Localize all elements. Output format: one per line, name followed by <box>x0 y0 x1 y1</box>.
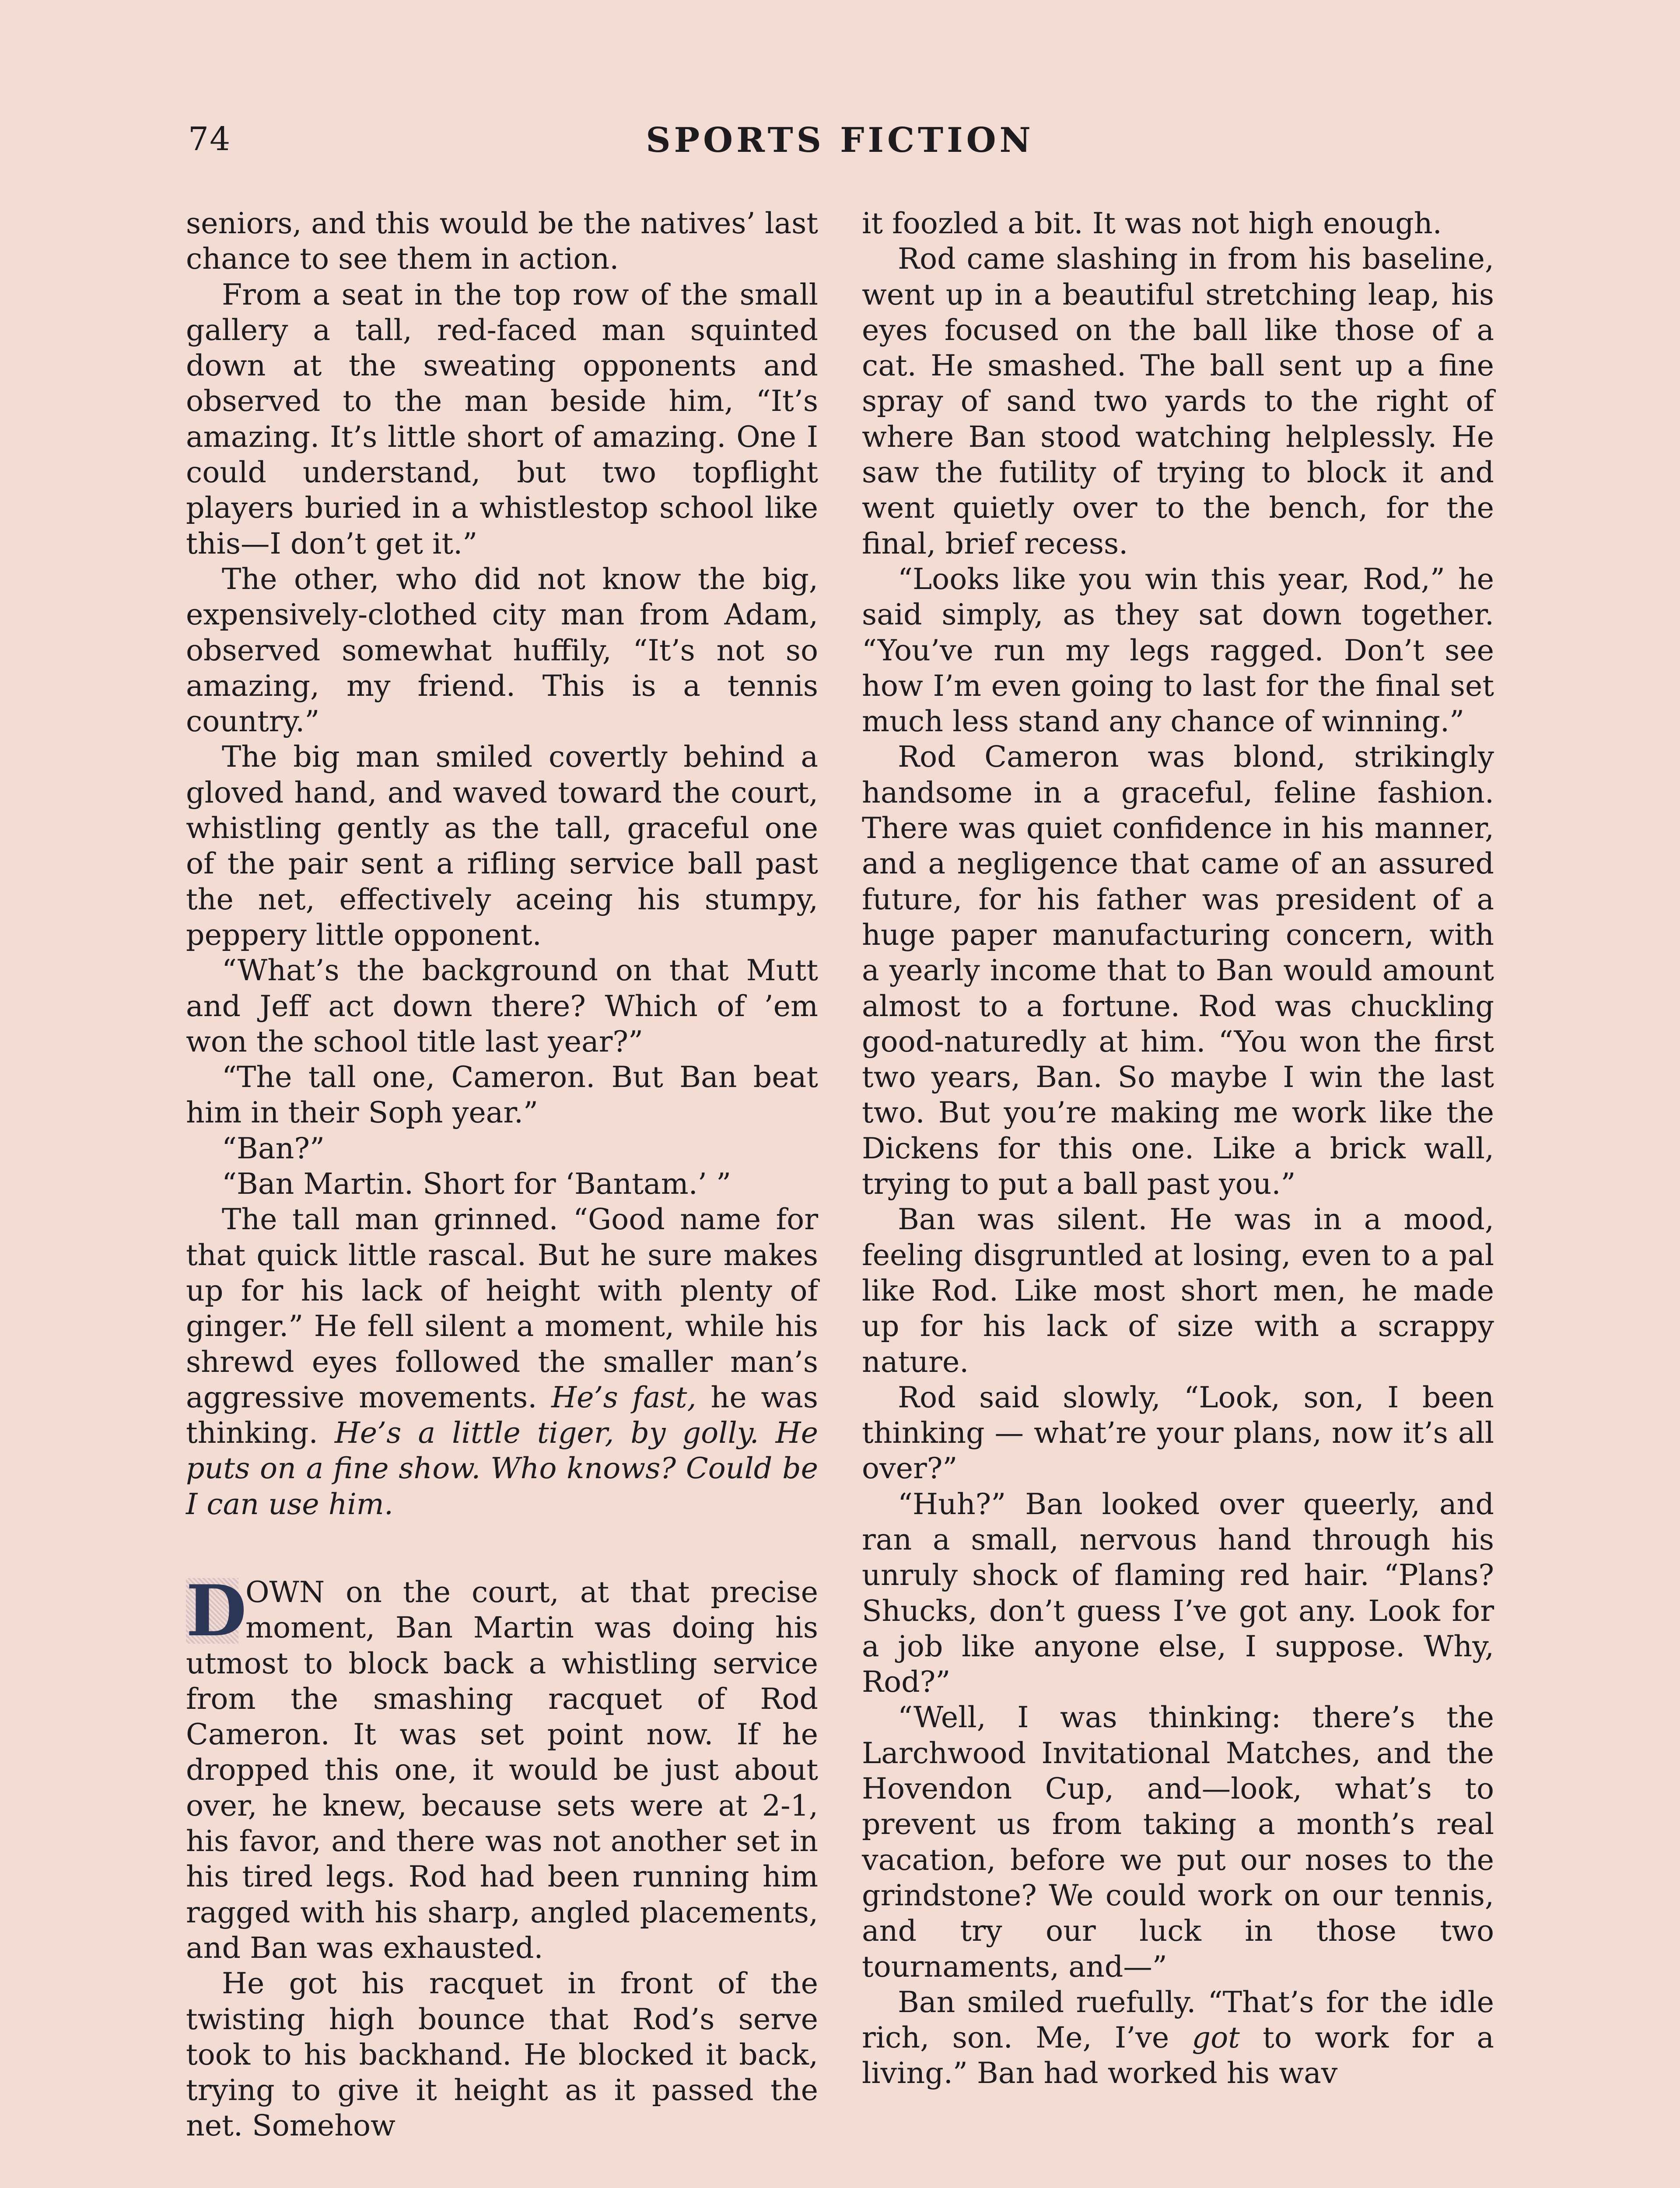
left-column <box>186 206 818 2144</box>
paragraph: The big man smiled covertly behind a gloved hand, and waved toward the court, whistling gently as the tall, graceful one of the pair sent a rifling service ball past the net, effectively aceing his stumpy, peppery little opponent. <box>186 740 818 952</box>
text-run: Ban smiled ruefully. “That’s for the idle rich, son. Me, I’ve <box>862 1985 1494 2055</box>
italic-text: He’s fast, <box>551 1380 696 1414</box>
paragraph: it foozled a bit. It was not high enough. <box>862 206 1442 240</box>
paragraph: Rod came slashing in from his baseline, went up in a beautiful stretching leap, his eyes focused on the ball like those of a cat. He smashed. The ball sent up a fine spray of sand two yards to the right of where Ban stood watching helplessly. He saw the futility of trying to block it and went quietly over to the bench, for the final, brief recess. <box>862 242 1494 561</box>
paragraph: Rod Cameron was blond, strikingly handsome in a graceful, feline fashion. There was quiet confidence in his manner, and a negligence that came of an assured future, for his father was president of a huge paper manufacturing concern, with a yearly income that to Ban would amount almost to a fortune. Rod was chuckling good-naturedly at him. “You won the first two years, Ban. So maybe I win the last two. But you’re making me work like the Dickens for this one. Like a brick wall, trying to put a ball past you.” <box>862 740 1494 1201</box>
paragraph: Rod said slowly, “Look, son, I been thinking — what’re your plans, now it’s all over?” <box>862 1380 1494 1486</box>
text-run: to work for a living.” Ban had worked his wav <box>862 2020 1494 2090</box>
magazine-title: SPORTS FICTION <box>646 120 1034 160</box>
text-run: The tall man grinned. “Good name for that quick little rascal. But he sure makes up for his lack of height with plenty of ginger.” He fell silent a moment, while his shrewd eyes followed the smaller man’s aggressive movements. <box>186 1202 818 1414</box>
paragraph: “Ban?” <box>222 1131 325 1165</box>
paragraph: He got his racquet in front of the twisting high bounce that Rod’s serve took to his backhand. He blocked it back, trying to give it height as it passed the net. Somehow <box>186 1966 818 2143</box>
paragraph: “Looks like you win this year, Rod,” he said simply, as they sat down together. “You’ve run my legs ragged. Don’t see how I’m even going to last for the final set much less stand any chance of winning.” <box>862 561 1494 739</box>
text-run: he was thinking. <box>186 1380 819 1450</box>
paragraph: “Well, I was thinking: there’s the Larchwood Invitational Matches, and the Hovendon Cup, and—look, what’s to prevent us from taking a month’s real vacation, before we put our noses to the grindstone? We could work on our tennis, and try our luck in those two tournaments, and—” <box>862 1700 1494 1984</box>
drop-cap: D <box>186 1569 247 1652</box>
italic-text: He’s a little tiger, by golly. He puts on a fine show. Who knows? Could be I can use him. <box>186 1416 819 1521</box>
paragraph: From a seat in the top row of the small gallery a tall, red-faced man squinted down at the sweating opponents and observed to the man beside him, “It’s amazing. It’s little short of amazing. One I could understand, but two topflight players buried in a whistlestop school like this—I don’t get it.” <box>186 277 818 561</box>
paragraph <box>862 1985 1494 2091</box>
paragraph: Ban was silent. He was in a mood, feeling disgruntled at losing, even to a pal like Rod. Like most short men, he made up for his lack of size with a scrappy nature. <box>862 1202 1494 1379</box>
right-column <box>862 206 1494 2091</box>
paragraph: “Ban Martin. Short for ‘Bantam.’ ” <box>222 1167 732 1201</box>
page-number: 74 <box>188 120 231 158</box>
paragraph: The other, who did not know the big, expensively-clothed city man from Adam, observed somewhat huffily, “It’s not so amazing, my friend. This is a tennis country.” <box>186 561 818 739</box>
paragraph: “The tall one, Cameron. But Ban beat him in their Soph year.” <box>186 1060 818 1130</box>
paragraph: “What’s the background on that Mutt and Jeff act down there? Which of ’em won the school title last year?” <box>186 953 818 1059</box>
paragraph: “Huh?” Ban looked over queerly, and ran a small, nervous hand through his unruly shock of flaming red hair. “Plans? Shucks, don’t guess I’ve got any. Look for a job like anyone else, I suppose. Why, Rod?” <box>862 1487 1494 1699</box>
paragraph: seniors, and this would be the natives’ last chance to see them in action. <box>186 206 818 276</box>
paragraph <box>186 1202 818 1522</box>
section-opening-paragraph <box>186 1569 818 1966</box>
text-run: OWN on the court, at that precise moment, Ban Martin was doing his utmost to block back a whistling service from the smashing racquet of Rod Cameron. It was set point now. If he dropped this one, it would be just about over, he knew, because sets were at 2-1, his favor, and there was not another set in his tired legs. Rod had been running him ragged with his sharp, angled placements, and Ban was exhausted. <box>186 1574 818 1965</box>
page-header <box>188 120 1492 168</box>
italic-text: got <box>1192 2020 1240 2055</box>
